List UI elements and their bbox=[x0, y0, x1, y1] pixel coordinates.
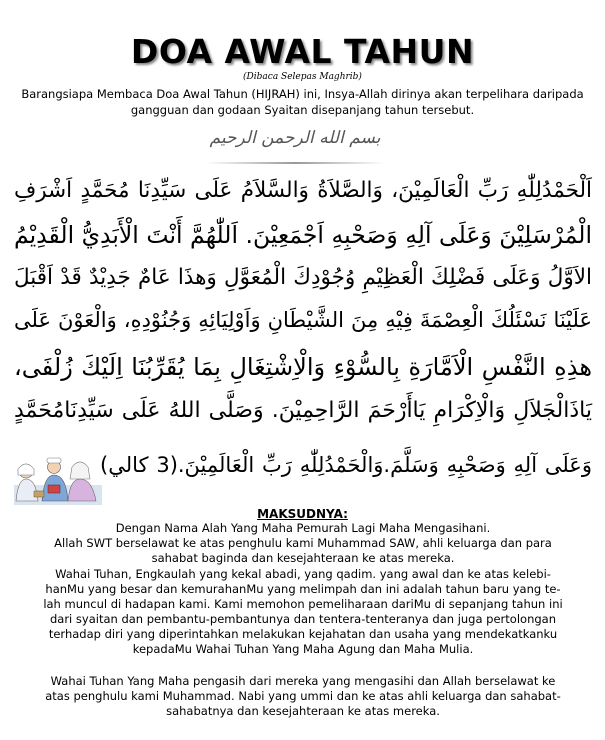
maksud-line-9: kepadaMu Wahai Tuhan Yang Maha Agung dan Maha Mulia. bbox=[132, 642, 474, 656]
maksud-line-2: Allah SWT berselawat ke atas penghulu kami Muhammad SAW, ahli keluarga dan para bbox=[54, 536, 552, 550]
maksud-line-3: sahabat baginda dan kesejahteraan ke atas mereka. bbox=[151, 551, 455, 565]
page-title: DOA AWAL TAHUN bbox=[130, 32, 475, 71]
intro-paragraph: Barangsiapa Membaca Doa Awal Tahun (HIJRAH) ini, Insya-Allah dirinya akan terpelihara daripada gangguan dan godaan Syaitan disepanjang tahun tersebut. bbox=[21, 87, 584, 117]
basmala-calligraphy: بسم الله الرحمن الرحيم bbox=[209, 128, 381, 148]
arabic-line-7: وَعَلَى آلِهِ وَصَحْبِهِ وَسَلَّمَ.وَالْحَمْدُلِلّٰهِ رَبِّ الْعَالَمِيْنَ.(3 كالي) bbox=[100, 453, 592, 477]
basmala-flourish bbox=[205, 162, 385, 164]
maksud-line-11: atas penghulu kami Muhammad. Nabi yang ummi dan ke atas ahli keluarga dan sahabat- bbox=[45, 689, 561, 703]
arabic-line-6: يَاذَالْجَلاَلِ وَالْاِكْرَامِ يَاأَرْحَمَ الرَّاحِمِيْنَ. وَصَلَّى اللهُ عَلَى سَيِّدِنَامُحَمَّدٍ bbox=[14, 398, 592, 423]
maksud-line-4: Wahai Tuhan, Engkaulah yang kekal abadi, yang qadim. yang awal dan ke atas kelebi- bbox=[55, 567, 551, 581]
maksud-line-12: sahabatnya dan kesejahteraan ke atas mereka. bbox=[166, 704, 440, 718]
maksud-line-6: lah muncul di hadapan kami. Kami memohon pemeliharaan dariMu di sepanjang tahun ini bbox=[43, 597, 563, 611]
praying-people-illustration bbox=[14, 449, 102, 505]
maksud-line-5: hanMu yang besar dan kemurahanMu yang melimpah dan ini adalah tahun baru yang te- bbox=[45, 582, 561, 596]
maksud-heading: MAKSUDNYA: bbox=[257, 507, 348, 521]
maksud-line-10: Wahai Tuhan Yang Maha pengasih dari mereka yang mengasihi dan Allah berselawat ke bbox=[50, 674, 556, 688]
arabic-line-3: الاَوَّلُ وَعَلَى فَضْلِكَ الْعَظِيْمِ وُجُوْدِكَ الْمُعَوَّلِ وَهذَا عَامٌ جَدِيْدٌ قَدْ اَقْبَلَ bbox=[14, 265, 592, 290]
maksud-line-8: terhadap diri yang diperintahkan melakukan kejahatan dan usaha yang mendekatkanku bbox=[48, 627, 558, 641]
arabic-line-2: الْمُرْسَلِيْنَ وَعَلَى آلِهِ وَصَحْبِهِ اَجْمَعِيْنَ. اَللّٰهُمَّ أَنْتَ الْأَبَدِيُّ الْقَدِيْمُ bbox=[14, 221, 592, 249]
page-subtitle: (Dibaca Selepas Maghrib) bbox=[243, 72, 362, 82]
arabic-line-4: عَلَيْنَا نَسْئَلُكَ الْعِصْمَةَ فِيْهِ مِنَ الشَّيْطَانِ وَاَوْلِيَائِهِ وَجُنُوْدِهِ، وَالْعَوْنَ عَلَى bbox=[14, 308, 592, 332]
maksud-line-1: Dengan Nama Alah Yang Maha Pemurah Lagi Maha Mengasihani. bbox=[115, 521, 491, 535]
maksud-line-7: dari syaitan dan pembantu-pembantunya dan tentera-tenteranya dan juga pertolongan bbox=[49, 612, 556, 626]
arabic-line-1: اَلْحَمْدُلِلّٰهِ رَبِّ الْعَالَمِيْنَ، وَالصَّلاَةُ وَالسَّلاَمُ عَلَى سَيِّدِنَا مُحَمَّدٍ اَشْرَفِ bbox=[14, 178, 592, 203]
arabic-line-5: هذِهِ النَّفْسِ الْاَمَّارَةِ بِالسُّوْءِ وَالْاِشْتِغَالِ بِمَا يُقَرِّبُنَا اِلَيْكَ زُلْفَى، bbox=[14, 353, 592, 381]
